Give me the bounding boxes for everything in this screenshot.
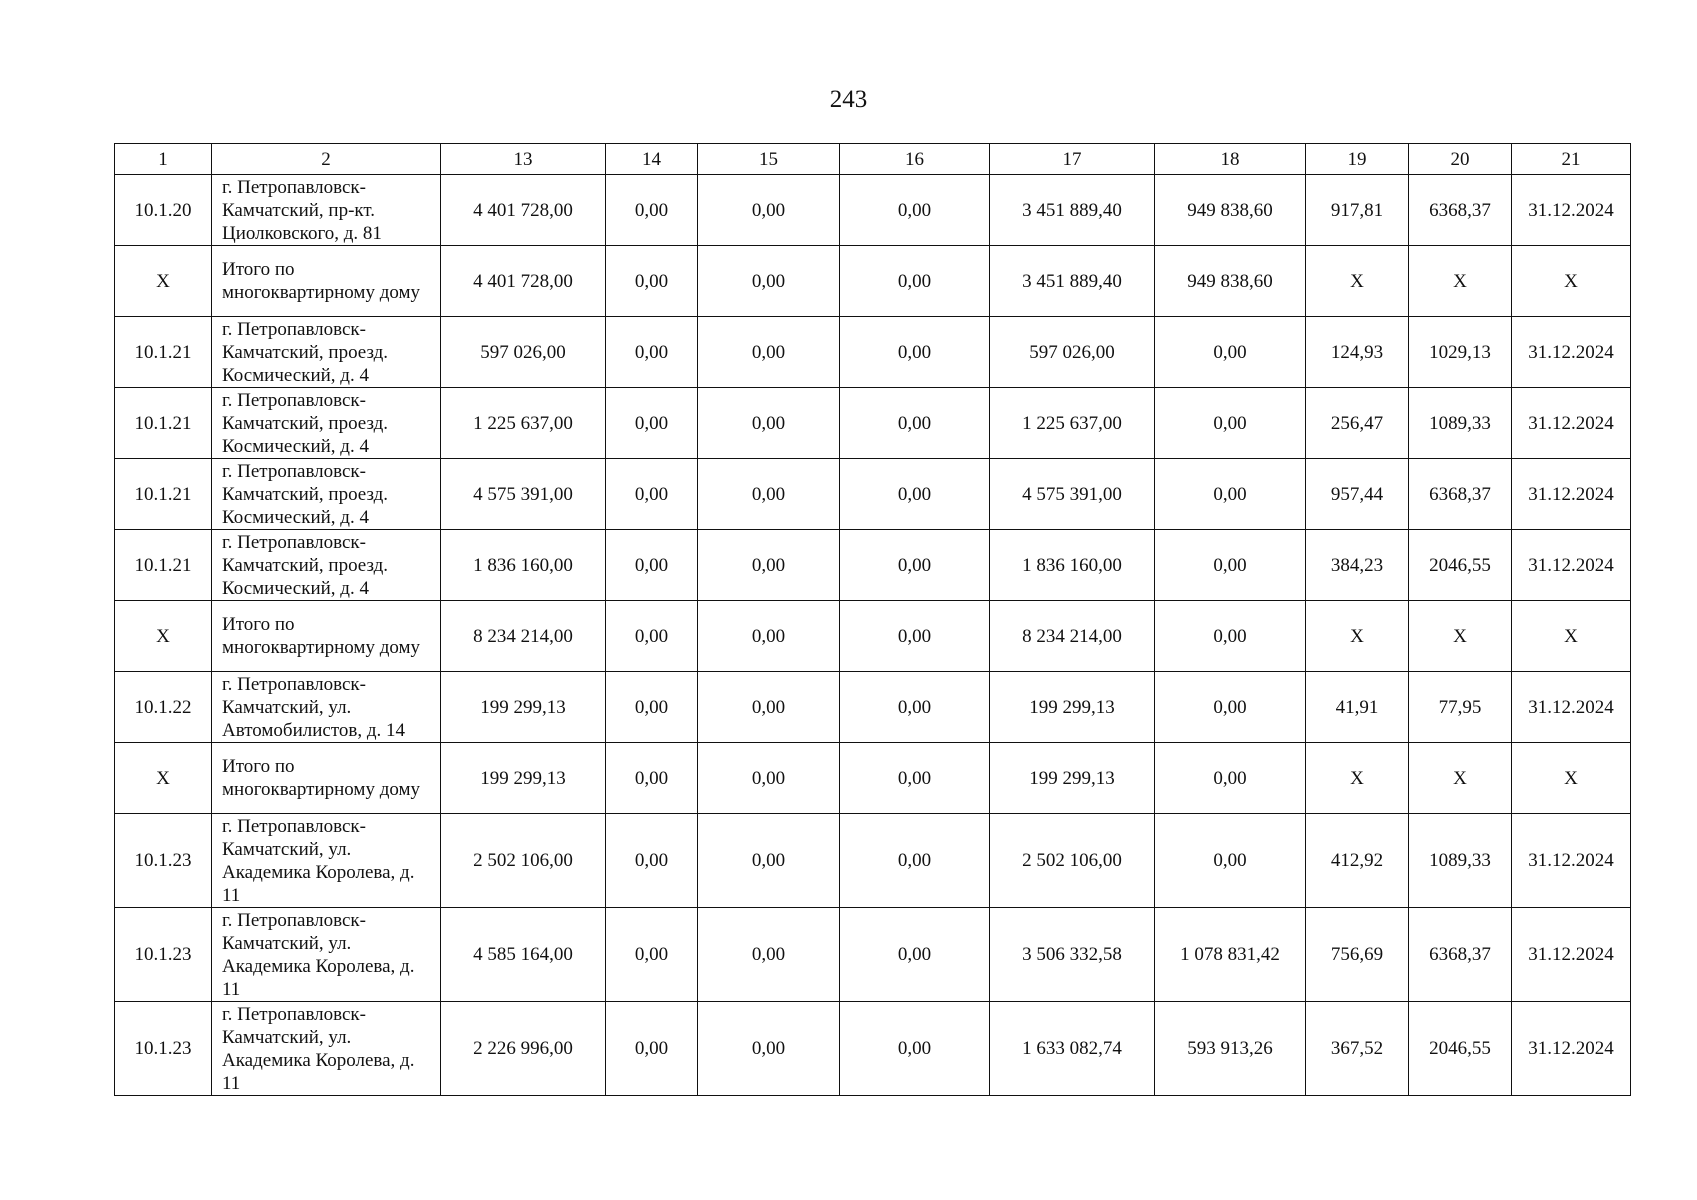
cell-col-14: 0,00 bbox=[606, 672, 698, 743]
cell-col-13: 597 026,00 bbox=[441, 317, 606, 388]
cell-col-18: 0,00 bbox=[1155, 388, 1306, 459]
page-number: 243 bbox=[829, 86, 868, 113]
cell-col-18: 949 838,60 bbox=[1155, 175, 1306, 246]
cell-col-16: 0,00 bbox=[840, 908, 990, 1002]
cell-address: г. Петропавловск-Камчатский, ул. Автомобилистов, д. 14 bbox=[212, 672, 441, 743]
cell-row-number: 10.1.23 bbox=[115, 1002, 212, 1096]
cell-row-number: 10.1.21 bbox=[115, 530, 212, 601]
cell-col-15: 0,00 bbox=[698, 459, 840, 530]
cell-col-21: X bbox=[1512, 601, 1631, 672]
cell-address: г. Петропавловск-Камчатский, ул. Академика Королева, д. 11 bbox=[212, 908, 441, 1002]
column-header-15: 15 bbox=[698, 144, 840, 175]
cell-col-13: 8 234 214,00 bbox=[441, 601, 606, 672]
cell-col-17: 8 234 214,00 bbox=[990, 601, 1155, 672]
cell-row-number: 10.1.21 bbox=[115, 459, 212, 530]
cell-col-19: 412,92 bbox=[1306, 814, 1409, 908]
cell-col-14: 0,00 bbox=[606, 246, 698, 317]
cell-col-21: X bbox=[1512, 743, 1631, 814]
table-row bbox=[115, 672, 1631, 743]
cell-col-15: 0,00 bbox=[698, 388, 840, 459]
cell-col-20: 1089,33 bbox=[1409, 388, 1512, 459]
cell-col-13: 2 502 106,00 bbox=[441, 814, 606, 908]
header-row bbox=[115, 144, 1631, 175]
cell-col-20: 1089,33 bbox=[1409, 814, 1512, 908]
cell-col-19: 957,44 bbox=[1306, 459, 1409, 530]
cell-col-17: 3 451 889,40 bbox=[990, 246, 1155, 317]
cell-col-20: 2046,55 bbox=[1409, 1002, 1512, 1096]
cell-row-number: X bbox=[115, 246, 212, 317]
cell-col-20: X bbox=[1409, 601, 1512, 672]
cell-col-17: 3 451 889,40 bbox=[990, 175, 1155, 246]
cell-col-20: 2046,55 bbox=[1409, 530, 1512, 601]
table-row bbox=[115, 743, 1631, 814]
column-header-14: 14 bbox=[606, 144, 698, 175]
cell-col-16: 0,00 bbox=[840, 317, 990, 388]
column-header-18: 18 bbox=[1155, 144, 1306, 175]
cell-col-14: 0,00 bbox=[606, 530, 698, 601]
cell-col-18: 0,00 bbox=[1155, 601, 1306, 672]
cell-col-20: 6368,37 bbox=[1409, 908, 1512, 1002]
cell-row-number: 10.1.20 bbox=[115, 175, 212, 246]
column-header-17: 17 bbox=[990, 144, 1155, 175]
cell-col-20: 77,95 bbox=[1409, 672, 1512, 743]
cell-address: г. Петропавловск-Камчатский, ул. Академика Королева, д. 11 bbox=[212, 814, 441, 908]
cell-col-16: 0,00 bbox=[840, 601, 990, 672]
cell-col-17: 2 502 106,00 bbox=[990, 814, 1155, 908]
table-row bbox=[115, 601, 1631, 672]
cell-col-21: 31.12.2024 bbox=[1512, 388, 1631, 459]
cell-col-16: 0,00 bbox=[840, 672, 990, 743]
column-header-21: 21 bbox=[1512, 144, 1631, 175]
cell-row-number: 10.1.22 bbox=[115, 672, 212, 743]
cell-col-17: 199 299,13 bbox=[990, 743, 1155, 814]
cell-col-14: 0,00 bbox=[606, 601, 698, 672]
cell-col-19: 124,93 bbox=[1306, 317, 1409, 388]
cell-col-21: 31.12.2024 bbox=[1512, 1002, 1631, 1096]
cell-col-21: X bbox=[1512, 246, 1631, 317]
column-header-1: 1 bbox=[115, 144, 212, 175]
cell-col-17: 1 633 082,74 bbox=[990, 1002, 1155, 1096]
cell-col-21: 31.12.2024 bbox=[1512, 672, 1631, 743]
cell-col-21: 31.12.2024 bbox=[1512, 530, 1631, 601]
cell-col-19: 367,52 bbox=[1306, 1002, 1409, 1096]
cell-col-16: 0,00 bbox=[840, 530, 990, 601]
column-header-19: 19 bbox=[1306, 144, 1409, 175]
table-row bbox=[115, 317, 1631, 388]
data-table bbox=[114, 143, 1631, 1096]
cell-col-17: 4 575 391,00 bbox=[990, 459, 1155, 530]
cell-col-19: 256,47 bbox=[1306, 388, 1409, 459]
cell-col-21: 31.12.2024 bbox=[1512, 175, 1631, 246]
cell-col-13: 4 401 728,00 bbox=[441, 246, 606, 317]
cell-col-21: 31.12.2024 bbox=[1512, 459, 1631, 530]
cell-col-13: 199 299,13 bbox=[441, 672, 606, 743]
cell-row-number: X bbox=[115, 743, 212, 814]
cell-col-14: 0,00 bbox=[606, 743, 698, 814]
cell-col-18: 0,00 bbox=[1155, 530, 1306, 601]
cell-col-16: 0,00 bbox=[840, 1002, 990, 1096]
cell-col-16: 0,00 bbox=[840, 246, 990, 317]
table-body bbox=[115, 175, 1631, 1096]
cell-col-15: 0,00 bbox=[698, 1002, 840, 1096]
cell-address: г. Петропавловск-Камчатский, ул. Академика Королева, д. 11 bbox=[212, 1002, 441, 1096]
cell-col-19: 384,23 bbox=[1306, 530, 1409, 601]
cell-col-21: 31.12.2024 bbox=[1512, 814, 1631, 908]
cell-col-15: 0,00 bbox=[698, 814, 840, 908]
cell-col-14: 0,00 bbox=[606, 1002, 698, 1096]
cell-address: г. Петропавловск-Камчатский, проезд. Космический, д. 4 bbox=[212, 530, 441, 601]
column-header-20: 20 bbox=[1409, 144, 1512, 175]
cell-col-20: 6368,37 bbox=[1409, 175, 1512, 246]
cell-col-18: 1 078 831,42 bbox=[1155, 908, 1306, 1002]
cell-col-14: 0,00 bbox=[606, 908, 698, 1002]
cell-address: Итого по многоквартирному дому bbox=[212, 246, 441, 317]
table-row bbox=[115, 908, 1631, 1002]
cell-col-13: 2 226 996,00 bbox=[441, 1002, 606, 1096]
cell-col-16: 0,00 bbox=[840, 814, 990, 908]
table-row bbox=[115, 175, 1631, 246]
cell-col-18: 0,00 bbox=[1155, 672, 1306, 743]
cell-row-number: 10.1.21 bbox=[115, 388, 212, 459]
cell-col-17: 597 026,00 bbox=[990, 317, 1155, 388]
cell-col-17: 3 506 332,58 bbox=[990, 908, 1155, 1002]
cell-col-20: X bbox=[1409, 743, 1512, 814]
cell-col-13: 1 836 160,00 bbox=[441, 530, 606, 601]
cell-col-20: X bbox=[1409, 246, 1512, 317]
cell-col-13: 4 401 728,00 bbox=[441, 175, 606, 246]
cell-address: г. Петропавловск-Камчатский, пр-кт. Циолковского, д. 81 bbox=[212, 175, 441, 246]
cell-col-18: 0,00 bbox=[1155, 317, 1306, 388]
cell-col-20: 1029,13 bbox=[1409, 317, 1512, 388]
cell-col-16: 0,00 bbox=[840, 743, 990, 814]
cell-col-13: 199 299,13 bbox=[441, 743, 606, 814]
table-row bbox=[115, 1002, 1631, 1096]
cell-col-14: 0,00 bbox=[606, 459, 698, 530]
cell-col-19: 756,69 bbox=[1306, 908, 1409, 1002]
cell-col-14: 0,00 bbox=[606, 175, 698, 246]
cell-col-18: 0,00 bbox=[1155, 814, 1306, 908]
cell-row-number: 10.1.23 bbox=[115, 908, 212, 1002]
cell-col-16: 0,00 bbox=[840, 459, 990, 530]
cell-col-14: 0,00 bbox=[606, 814, 698, 908]
cell-col-17: 1 836 160,00 bbox=[990, 530, 1155, 601]
table-row bbox=[115, 459, 1631, 530]
cell-col-17: 199 299,13 bbox=[990, 672, 1155, 743]
cell-col-15: 0,00 bbox=[698, 317, 840, 388]
cell-col-19: X bbox=[1306, 601, 1409, 672]
column-header-13: 13 bbox=[441, 144, 606, 175]
cell-address: Итого по многоквартирному дому bbox=[212, 601, 441, 672]
cell-col-15: 0,00 bbox=[698, 672, 840, 743]
table-row bbox=[115, 530, 1631, 601]
cell-col-15: 0,00 bbox=[698, 246, 840, 317]
cell-row-number: 10.1.21 bbox=[115, 317, 212, 388]
cell-address: Итого по многоквартирному дому bbox=[212, 743, 441, 814]
cell-row-number: X bbox=[115, 601, 212, 672]
cell-col-13: 4 575 391,00 bbox=[441, 459, 606, 530]
cell-col-15: 0,00 bbox=[698, 743, 840, 814]
cell-address: г. Петропавловск-Камчатский, проезд. Космический, д. 4 bbox=[212, 388, 441, 459]
cell-address: г. Петропавловск-Камчатский, проезд. Космический, д. 4 bbox=[212, 317, 441, 388]
cell-col-16: 0,00 bbox=[840, 388, 990, 459]
cell-col-14: 0,00 bbox=[606, 317, 698, 388]
cell-row-number: 10.1.23 bbox=[115, 814, 212, 908]
cell-col-19: X bbox=[1306, 743, 1409, 814]
table-row bbox=[115, 814, 1631, 908]
cell-col-17: 1 225 637,00 bbox=[990, 388, 1155, 459]
table-row bbox=[115, 246, 1631, 317]
cell-col-18: 0,00 bbox=[1155, 743, 1306, 814]
cell-col-15: 0,00 bbox=[698, 175, 840, 246]
cell-col-15: 0,00 bbox=[698, 530, 840, 601]
cell-col-20: 6368,37 bbox=[1409, 459, 1512, 530]
cell-col-21: 31.12.2024 bbox=[1512, 908, 1631, 1002]
column-header-2: 2 bbox=[212, 144, 441, 175]
cell-col-13: 4 585 164,00 bbox=[441, 908, 606, 1002]
table-row bbox=[115, 388, 1631, 459]
cell-col-18: 949 838,60 bbox=[1155, 246, 1306, 317]
cell-col-21: 31.12.2024 bbox=[1512, 317, 1631, 388]
cell-address: г. Петропавловск-Камчатский, проезд. Космический, д. 4 bbox=[212, 459, 441, 530]
cell-col-13: 1 225 637,00 bbox=[441, 388, 606, 459]
cell-col-15: 0,00 bbox=[698, 908, 840, 1002]
cell-col-18: 593 913,26 bbox=[1155, 1002, 1306, 1096]
cell-col-15: 0,00 bbox=[698, 601, 840, 672]
cell-col-14: 0,00 bbox=[606, 388, 698, 459]
column-header-16: 16 bbox=[840, 144, 990, 175]
cell-col-18: 0,00 bbox=[1155, 459, 1306, 530]
cell-col-19: 917,81 bbox=[1306, 175, 1409, 246]
cell-col-19: X bbox=[1306, 246, 1409, 317]
cell-col-16: 0,00 bbox=[840, 175, 990, 246]
cell-col-19: 41,91 bbox=[1306, 672, 1409, 743]
